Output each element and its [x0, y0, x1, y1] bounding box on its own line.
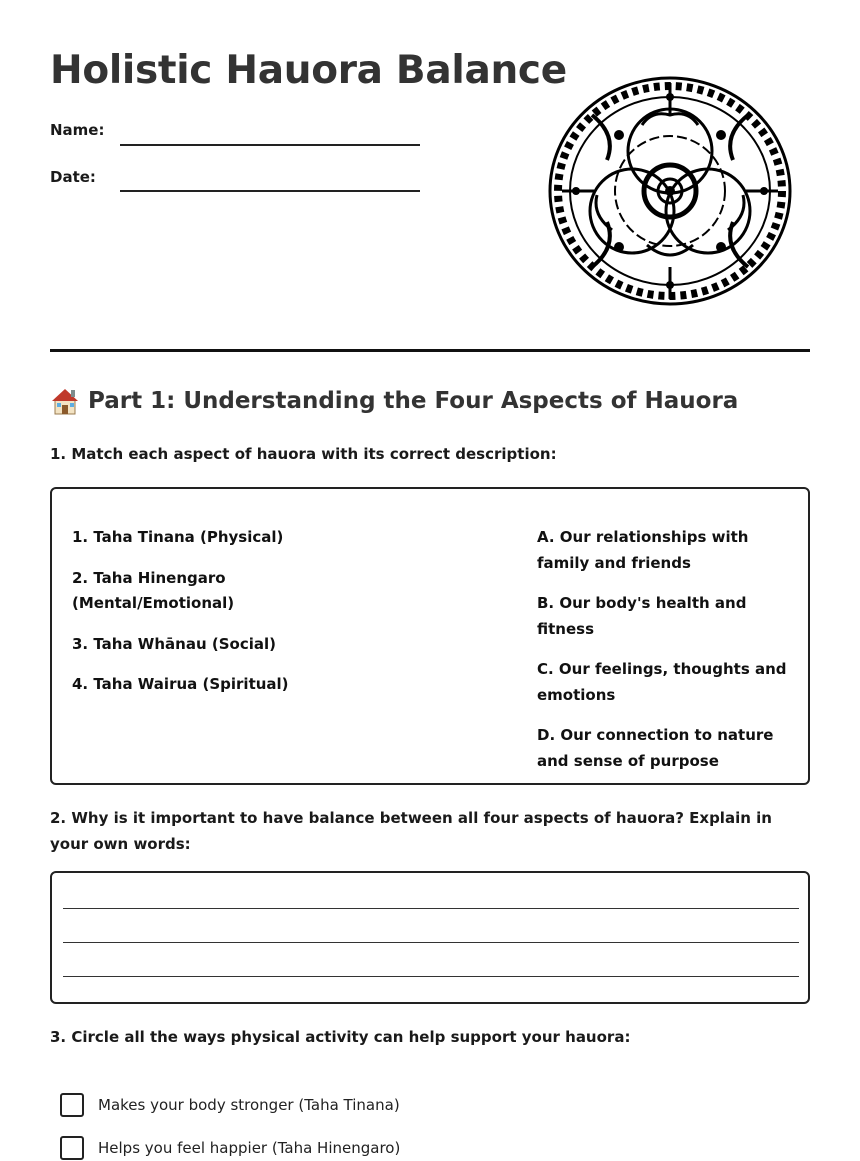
- option-label: Makes your body stronger (Taha Tinana): [98, 1096, 400, 1114]
- date-label: Date:: [50, 168, 96, 186]
- aspect-item: 2. Taha Hinengaro (Mental/Emotional): [72, 568, 235, 612]
- checkbox[interactable]: [60, 1136, 84, 1160]
- option-label: Helps you feel happier (Taha Hinengaro): [98, 1139, 401, 1157]
- description-item: B. Our body's health and fitness: [537, 594, 747, 638]
- option-item[interactable]: [60, 1093, 400, 1117]
- date-field[interactable]: [120, 190, 420, 192]
- checkbox[interactable]: [60, 1093, 84, 1117]
- section-title-text: Part 1: Understanding the Four Aspects of Hauora: [88, 388, 739, 414]
- writing-line: [63, 942, 799, 943]
- aspect-item: 3. Taha Whānau (Social): [72, 634, 276, 653]
- writing-line: [63, 976, 799, 977]
- mandala-icon: [547, 75, 793, 307]
- description-item: A. Our relationships with family and friends: [537, 528, 749, 572]
- answer-box[interactable]: [50, 871, 810, 1004]
- question-2: 2. Why is it important to have balance between all four aspects of hauora? Explain in your own words:: [50, 809, 772, 853]
- name-label: Name:: [50, 121, 105, 139]
- page-title: Holistic Hauora Balance: [50, 48, 567, 93]
- option-item[interactable]: [60, 1136, 400, 1160]
- section-divider: [50, 349, 810, 352]
- aspect-item: 4. Taha Wairua (Spiritual): [72, 675, 289, 693]
- house-icon: [50, 386, 80, 416]
- question-3: 3. Circle all the ways physical activity can help support your hauora:: [50, 1028, 631, 1046]
- description-item: C. Our feelings, thoughts and emotions: [537, 660, 787, 704]
- section-title-part1: [50, 386, 738, 416]
- descriptions-column: [537, 525, 799, 789]
- question-1: 1. Match each aspect of hauora with its correct description:: [50, 445, 557, 463]
- writing-line: [63, 908, 799, 909]
- name-field[interactable]: [120, 144, 420, 146]
- aspect-item: 1. Taha Tinana (Physical): [72, 528, 284, 546]
- aspects-column: [72, 525, 292, 713]
- description-item: D. Our connection to nature and sense of purpose: [537, 726, 774, 770]
- matching-box: [50, 487, 810, 785]
